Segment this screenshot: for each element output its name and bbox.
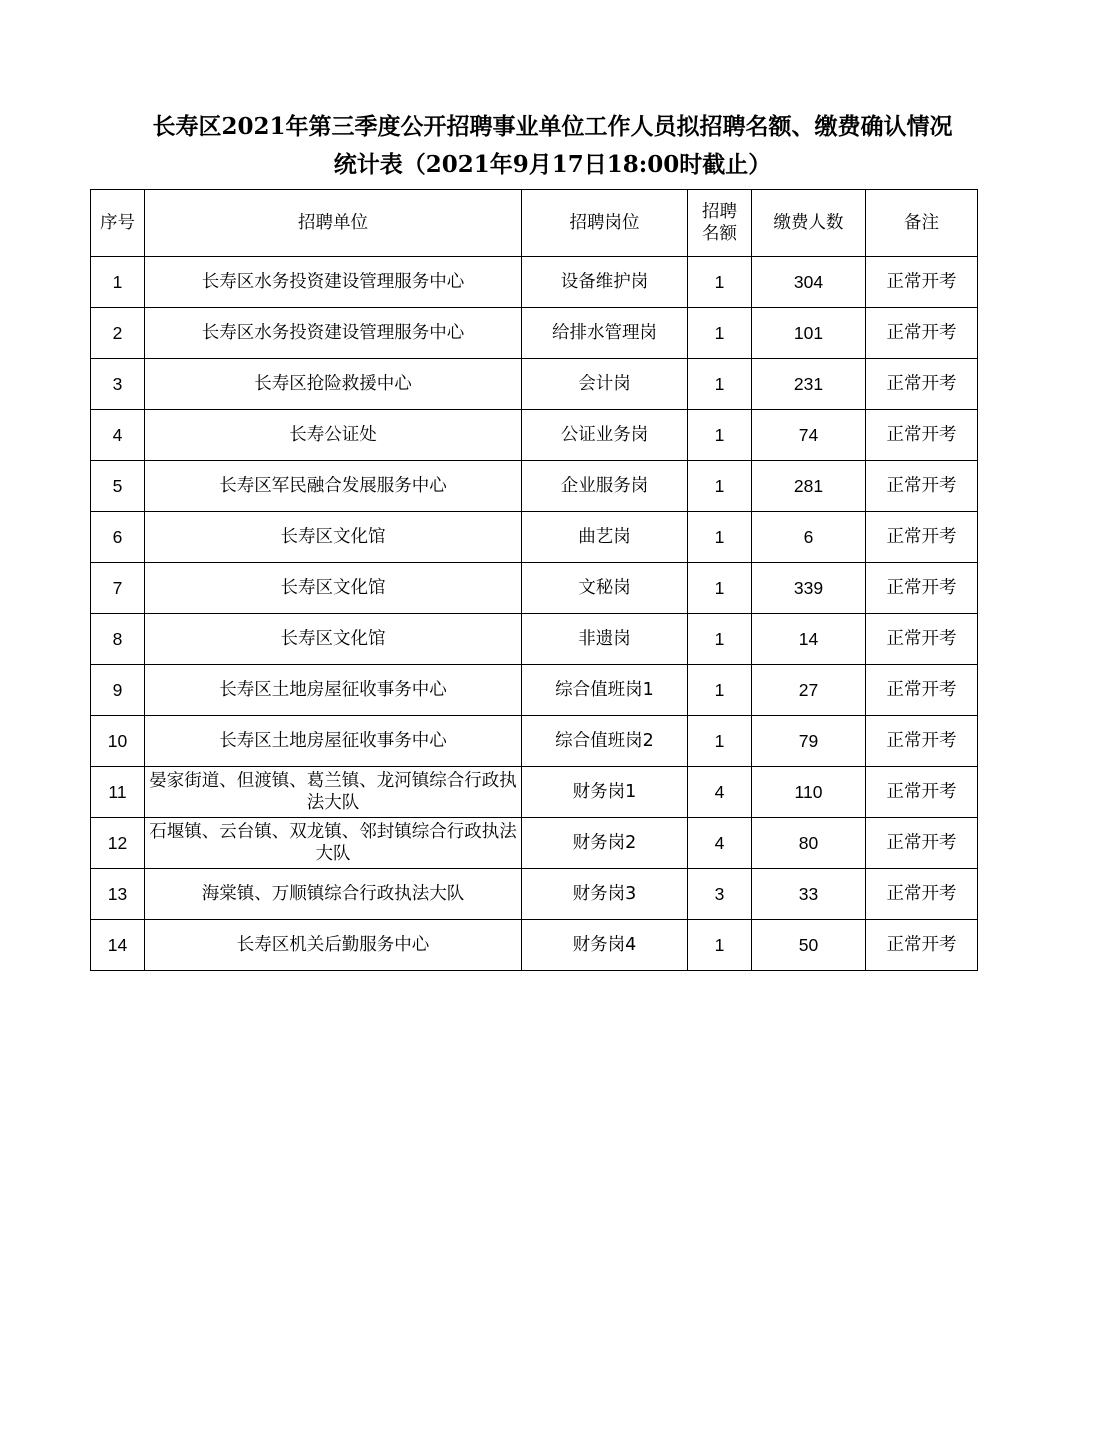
cell-seq: 10: [91, 716, 145, 767]
cell-seq: 8: [91, 614, 145, 665]
header-quota: [688, 190, 752, 257]
table-row: [91, 869, 978, 920]
cell-position: 财务岗3: [522, 869, 688, 920]
cell-quota: 1: [688, 461, 752, 512]
cell-position: 综合值班岗2: [522, 716, 688, 767]
cell-remark: 正常开考: [866, 920, 978, 971]
recruitment-table: [90, 189, 978, 971]
table-header-row: [91, 190, 978, 257]
cell-remark: 正常开考: [866, 359, 978, 410]
cell-paid: 304: [752, 257, 866, 308]
header-position: 招聘岗位: [522, 190, 688, 257]
cell-position: 会计岗: [522, 359, 688, 410]
cell-quota: 1: [688, 308, 752, 359]
cell-remark: 正常开考: [866, 716, 978, 767]
cell-unit: 长寿区文化馆: [145, 563, 522, 614]
cell-unit: 长寿区军民融合发展服务中心: [145, 461, 522, 512]
cell-seq: 13: [91, 869, 145, 920]
cell-quota: 1: [688, 665, 752, 716]
cell-quota: 1: [688, 614, 752, 665]
table-row: [91, 920, 978, 971]
cell-quota: 1: [688, 563, 752, 614]
table-row: [91, 665, 978, 716]
cell-paid: 6: [752, 512, 866, 563]
table-row: [91, 512, 978, 563]
cell-paid: 101: [752, 308, 866, 359]
cell-unit: 晏家街道、但渡镇、葛兰镇、龙河镇综合行政执法大队: [145, 767, 522, 818]
table-row: [91, 308, 978, 359]
cell-seq: 7: [91, 563, 145, 614]
table-row: [91, 461, 978, 512]
cell-paid: 110: [752, 767, 866, 818]
table-body: [91, 257, 978, 971]
table-row: [91, 359, 978, 410]
document-title: [60, 108, 1045, 184]
cell-paid: 281: [752, 461, 866, 512]
table-row: [91, 767, 978, 818]
cell-unit: 石堰镇、云台镇、双龙镇、邻封镇综合行政执法大队: [145, 818, 522, 869]
header-paid: 缴费人数: [752, 190, 866, 257]
cell-unit: 长寿区文化馆: [145, 614, 522, 665]
table-row: [91, 563, 978, 614]
table-row: [91, 716, 978, 767]
cell-seq: 6: [91, 512, 145, 563]
title-line-2: 统计表（2021年9月17日18:00时截止）: [333, 151, 772, 178]
cell-position: 设备维护岗: [522, 257, 688, 308]
cell-paid: 231: [752, 359, 866, 410]
table-row: [91, 614, 978, 665]
cell-unit: 长寿区文化馆: [145, 512, 522, 563]
cell-quota: 1: [688, 920, 752, 971]
cell-remark: 正常开考: [866, 614, 978, 665]
cell-seq: 9: [91, 665, 145, 716]
cell-seq: 12: [91, 818, 145, 869]
cell-seq: 2: [91, 308, 145, 359]
cell-seq: 4: [91, 410, 145, 461]
cell-position: 财务岗4: [522, 920, 688, 971]
cell-remark: 正常开考: [866, 869, 978, 920]
cell-quota: 1: [688, 512, 752, 563]
cell-quota: 1: [688, 716, 752, 767]
header-quota-line1: 招聘: [702, 202, 737, 222]
cell-position: 公证业务岗: [522, 410, 688, 461]
cell-remark: 正常开考: [866, 665, 978, 716]
cell-paid: 33: [752, 869, 866, 920]
cell-quota: 1: [688, 257, 752, 308]
cell-position: 财务岗1: [522, 767, 688, 818]
cell-remark: 正常开考: [866, 512, 978, 563]
cell-quota: 4: [688, 767, 752, 818]
cell-position: 非遗岗: [522, 614, 688, 665]
cell-quota: 3: [688, 869, 752, 920]
cell-remark: 正常开考: [866, 818, 978, 869]
cell-remark: 正常开考: [866, 308, 978, 359]
cell-remark: 正常开考: [866, 410, 978, 461]
header-quota-line2: 名额: [702, 224, 737, 244]
cell-paid: 79: [752, 716, 866, 767]
cell-paid: 50: [752, 920, 866, 971]
cell-position: 综合值班岗1: [522, 665, 688, 716]
cell-paid: 74: [752, 410, 866, 461]
cell-seq: 14: [91, 920, 145, 971]
cell-paid: 339: [752, 563, 866, 614]
header-seq: 序号: [91, 190, 145, 257]
table-row: [91, 818, 978, 869]
header-unit: 招聘单位: [145, 190, 522, 257]
header-remark: 备注: [866, 190, 978, 257]
cell-remark: 正常开考: [866, 767, 978, 818]
table-row: [91, 257, 978, 308]
cell-position: 曲艺岗: [522, 512, 688, 563]
table-row: [91, 410, 978, 461]
cell-seq: 5: [91, 461, 145, 512]
cell-unit: 长寿区水务投资建设管理服务中心: [145, 257, 522, 308]
cell-unit: 长寿公证处: [145, 410, 522, 461]
cell-position: 企业服务岗: [522, 461, 688, 512]
cell-remark: 正常开考: [866, 461, 978, 512]
cell-unit: 长寿区机关后勤服务中心: [145, 920, 522, 971]
cell-seq: 1: [91, 257, 145, 308]
cell-position: 财务岗2: [522, 818, 688, 869]
cell-unit: 长寿区土地房屋征收事务中心: [145, 716, 522, 767]
cell-seq: 3: [91, 359, 145, 410]
cell-unit: 长寿区土地房屋征收事务中心: [145, 665, 522, 716]
cell-unit: 海棠镇、万顺镇综合行政执法大队: [145, 869, 522, 920]
cell-remark: 正常开考: [866, 257, 978, 308]
title-line-1: 长寿区2021年第三季度公开招聘事业单位工作人员拟招聘名额、缴费确认情况: [152, 113, 953, 140]
cell-unit: 长寿区水务投资建设管理服务中心: [145, 308, 522, 359]
cell-position: 文秘岗: [522, 563, 688, 614]
cell-paid: 14: [752, 614, 866, 665]
cell-position: 给排水管理岗: [522, 308, 688, 359]
cell-quota: 4: [688, 818, 752, 869]
cell-paid: 80: [752, 818, 866, 869]
cell-remark: 正常开考: [866, 563, 978, 614]
cell-unit: 长寿区抢险救援中心: [145, 359, 522, 410]
cell-paid: 27: [752, 665, 866, 716]
cell-quota: 1: [688, 359, 752, 410]
cell-seq: 11: [91, 767, 145, 818]
cell-quota: 1: [688, 410, 752, 461]
